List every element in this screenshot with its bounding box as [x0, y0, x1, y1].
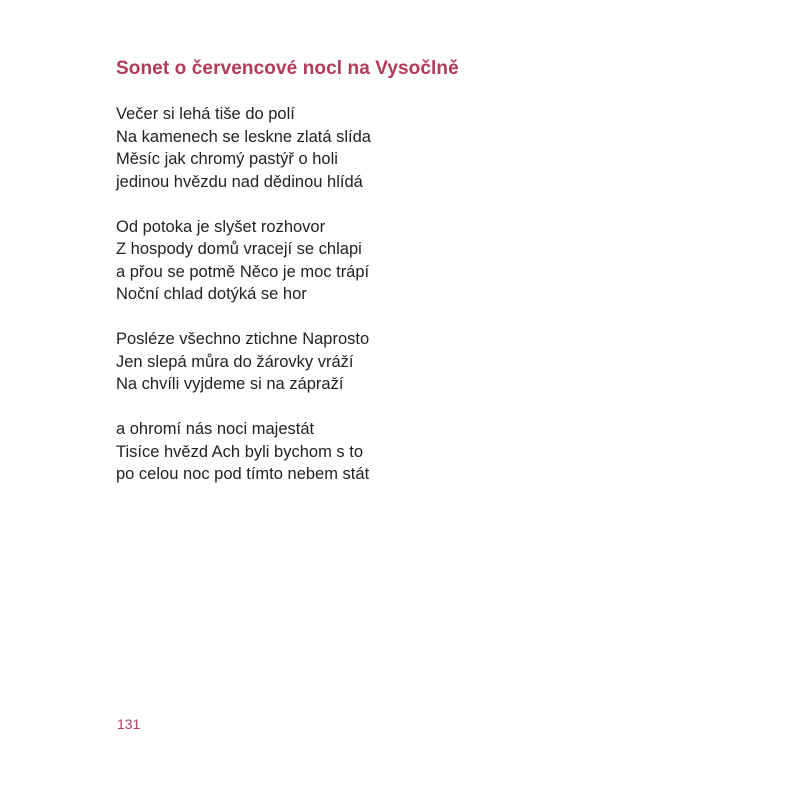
poem-line: a ohromí nás noci majestát: [116, 420, 315, 438]
poem-line: Z hospody domů vracejí se chlapi: [116, 240, 362, 258]
poem-line: Na chvíli vyjdeme si na zápraží: [116, 375, 344, 393]
poem-line: jedinou hvězdu nad dědinou hlídá: [116, 172, 363, 191]
poem-line: a přou se potmě Něco je moc trápí: [116, 262, 370, 281]
stanza-1: [116, 103, 371, 193]
stanza-3: [116, 328, 371, 396]
poem-line: Posléze všechno ztichne Naprosto: [116, 330, 370, 348]
poem-line: Od potoka je slyšet rozhovor: [116, 217, 326, 236]
poem-line: Na kamenech se leskne zlatá slída: [116, 127, 371, 146]
poem-body: [116, 103, 371, 508]
poem-line: Noční chlad dotýká se hor: [116, 285, 307, 303]
stanza-4: [116, 418, 371, 486]
poem-title: Sonet o červencové nocl na Vysočlně: [116, 58, 459, 79]
poem-line: Večer si lehá tiše do polí: [116, 105, 295, 123]
stanza-2: [116, 216, 371, 306]
page-number: 131: [117, 716, 141, 732]
poem-line: Jen slepá můra do žárovky vráží: [116, 352, 354, 371]
poem-line: Tisíce hvězd Ach byli bychom s to: [116, 442, 363, 461]
poem-line: po celou noc pod tímto nebem stát: [116, 465, 370, 483]
poem-line: Měsíc jak chromý pastýř o holi: [116, 150, 338, 168]
